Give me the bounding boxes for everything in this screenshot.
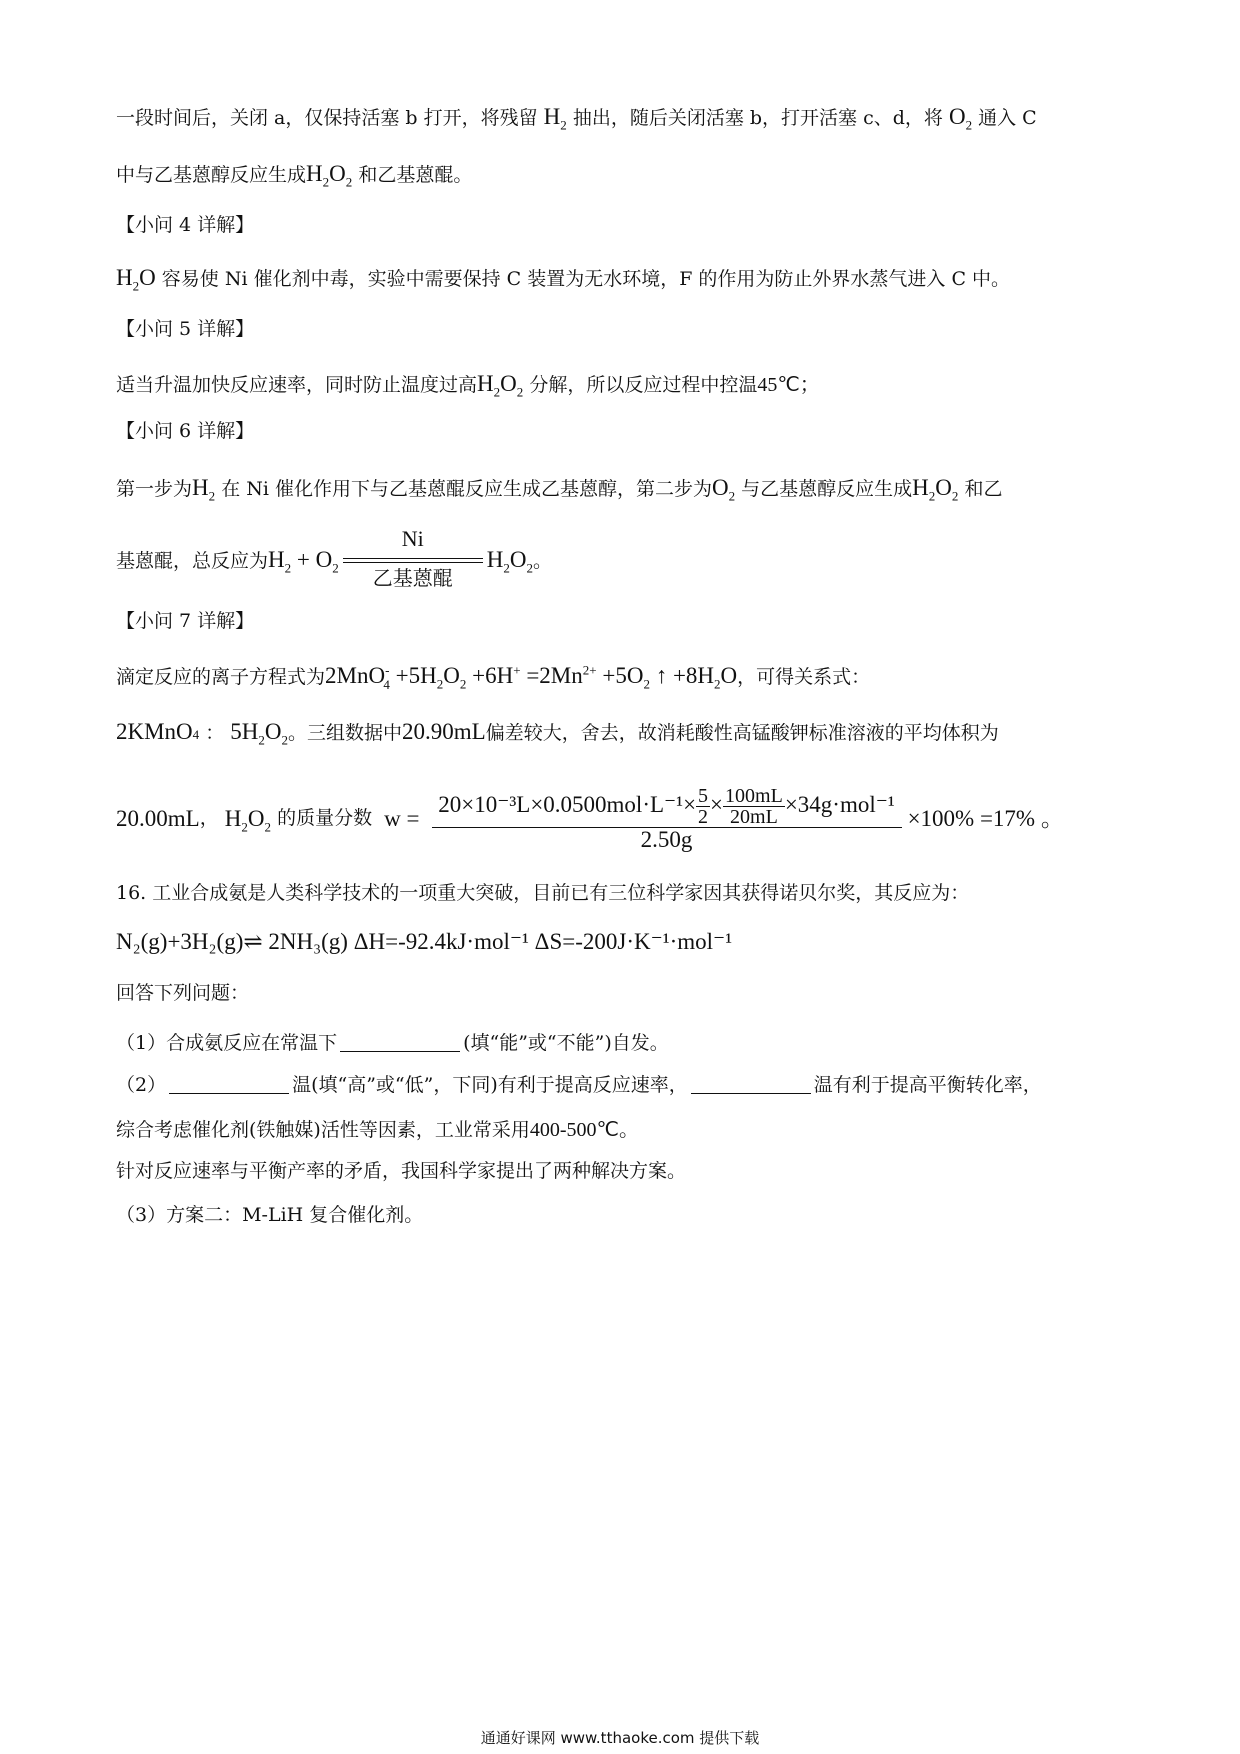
text-line: 2KMnO4 ： $5H_2O_2$。三组数据中20.90mL偏差较大，舍去，故消耗酸性高锰酸钾标准溶液的平均体积为 [116, 719, 999, 748]
formula: $H_2 + O_2$ [268, 547, 339, 576]
question-16-2: （2） 温(填“高”或“低”，下同)有利于提高反应速率， 温有利于提高平衡转化率， [116, 1074, 1042, 1096]
ion-equation: $2MnO^-_4 +5H_2O_2 +6H^+ =2Mn^{2+} +5O_2$ ↑ $+8H_2O$ [325, 662, 738, 692]
formula: $H_2O_2$ [486, 547, 533, 576]
formula-line: 20.00mL， $H_2O_2$ 的质量分数 w = 20×10⁻³L×0.0500mol·L⁻¹× $\frac{5}{2}$ × $\frac{100mL}{20mL}$ ×34g·mol⁻¹ 2.50g ×100% =17% 。 [116, 785, 1064, 852]
text-line: 针对反应速率与平衡产率的矛盾，我国科学家提出了两种解决方案。 [116, 1160, 687, 1182]
section-heading: 【小问 4 详解】 [116, 214, 255, 236]
answer-blank[interactable] [169, 1093, 289, 1094]
text-line: 中与乙基蒽醇反应生成$H_2O_2$ 和乙基蒽醌。 [116, 161, 473, 190]
reaction-condition: Ni 乙基蒽醌 [343, 552, 483, 572]
text-line: $H_2O$ 容易使 Ni 催化剂中毒，实验中需要保持 C 装置为无水环境，F 的作用为防止外界水蒸气进入 C 中。 [116, 265, 1011, 294]
formula: $H_2O$ [116, 265, 156, 294]
text-line: 回答下列问题： [116, 982, 250, 1004]
formula: $5H_2O_2$ [230, 719, 289, 748]
text-line: 一段时间后，关闭 a，仅保持活塞 b 打开，将残留 $H_2$ 抽出，随后关闭活塞 b，打开活塞 c、d，将 $O_2$ 通入 C [116, 104, 1037, 133]
reaction-equation: N₂(g)+3H₂(g)⇌ 2NH₃(g) ΔH=-92.4kJ·mol⁻¹ ΔS=-200J·K⁻¹·mol⁻¹ [116, 929, 733, 954]
formula: $H_2$ [543, 104, 567, 133]
mass-fraction: 20×10⁻³L×0.0500mol·L⁻¹× $\frac{5}{2}$ × $\frac{100mL}{20mL}$ ×34g·mol⁻¹ 2.50g [432, 786, 902, 851]
question-16: 16. 工业合成氨是人类科学技术的一项重大突破，目前已有三位科学家因其获得诺贝尔奖，其反应为： [116, 882, 970, 904]
section-heading: 【小问 5 详解】 [116, 318, 255, 340]
text-line: 适当升温加快反应速率，同时防止温度过高$H_2O_2$ 分解，所以反应过程中控温45℃； [116, 371, 820, 400]
question-16-1: （1）合成氨反应在常温下 (填“能”或“不能”)自发。 [116, 1032, 669, 1054]
page-footer: 通通好课网 www.tthaoke.com 提供下载 [480, 1729, 760, 1747]
formula: $H_2O_2$ [912, 475, 959, 504]
formula: $H_2$ [192, 475, 216, 504]
answer-blank[interactable] [691, 1093, 811, 1094]
text-line: 滴定反应的离子方程式为$2MnO^-_4 +5H_2O_2 +6H^+ =2Mn^{2+} +5O_2$ ↑ $+8H_2O$，可得关系式： [116, 662, 871, 692]
question-16-3: （3）方案二：M-LiH 复合催化剂。 [116, 1204, 424, 1226]
text-line: 基蒽醌，总反应为$H_2 + O_2$ Ni 乙基蒽醌 $H_2O_2$。 [116, 526, 552, 590]
formula: $H_2O_2$ [477, 371, 524, 400]
section-heading: 【小问 7 详解】 [116, 610, 255, 632]
formula: $H_2O_2$ [306, 161, 353, 190]
section-heading: 【小问 6 详解】 [116, 420, 255, 442]
text-line: 第一步为$H_2$ 在 Ni 催化作用下与乙基蒽醌反应生成乙基蒽醇，第二步为$O_2$ 与乙基蒽醇反应生成$H_2O_2$ 和乙 [116, 475, 1003, 504]
formula: $O_2$ [948, 104, 973, 133]
formula: $O_2$ [711, 475, 736, 504]
answer-blank[interactable] [340, 1051, 460, 1052]
text-line: 综合考虑催化剂(铁触媒)活性等因素，工业常采用400-500℃。 [116, 1119, 639, 1141]
formula: $H_2O_2$ [224, 806, 272, 835]
